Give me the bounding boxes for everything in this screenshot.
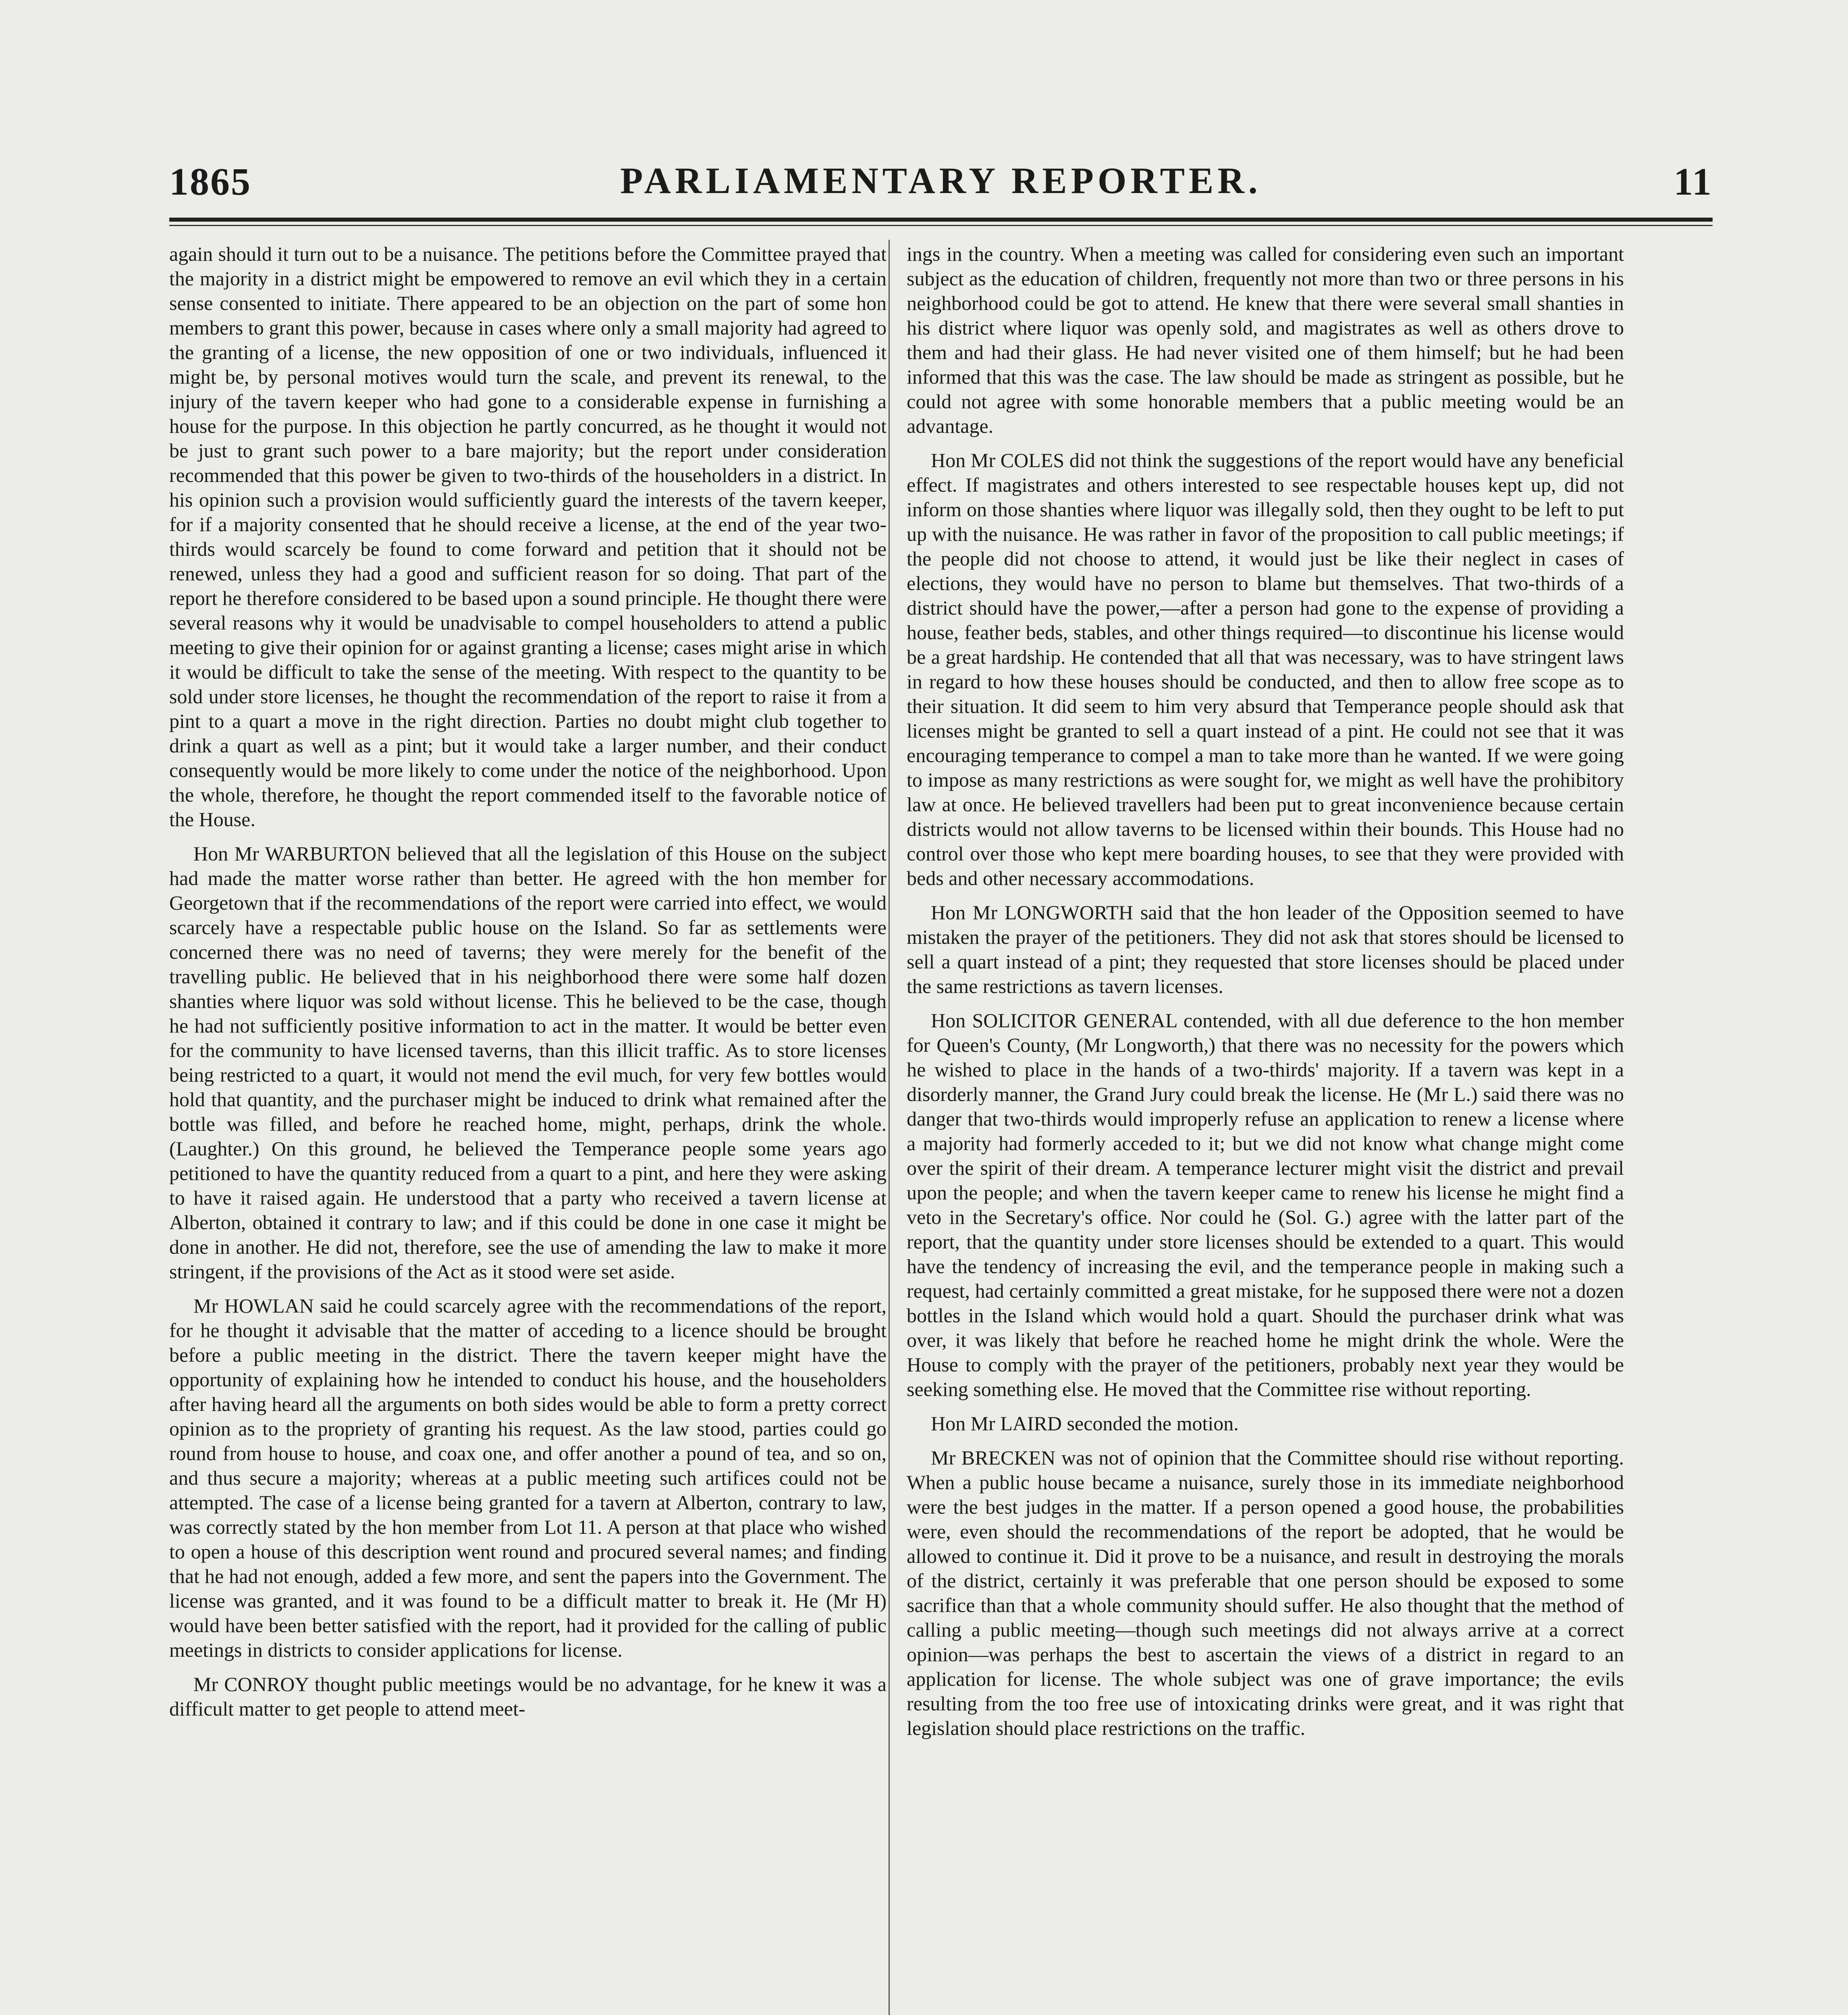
paragraph: ings in the country. When a meeting was called for considering even such an important subject as the education of children, frequently not more than two or three persons in his neighborhood could be got to attend. He knew that there were several small shanties in his district where liquor was openly sold, and magistrates as well as others drove to them and had their glass. He had never visited one of them himself; but he had been informed that this was the case. The law should be made as stringent as possible, but he could not agree with some honorable members that a public meeting would be an advantage. <box>907 243 1624 437</box>
left-column <box>169 242 887 2015</box>
paragraph: Mr BRECKEN was not of opinion that the Committee should rise without reporting. When a public house became a nuisance, surely those in its immediate neighborhood were the best judges in the matter. If a person opened a good house, the probabilities were, even should the recommendations of the report be adopted, that he would be allowed to continue it. Did it prove to be a nuisance, and result in destroying the morals of the district, certainly it was preferable that one person should be exposed to some sacrifice than that a whole community should suffer. He also thought that the method of calling a public meeting—though such meetings did not always arrive at a correct opinion—was perhaps the best to ascertain the views of a district in regard to an application for license. The whole subject was one of grave importance; the evils resulting from the too free use of intoxicating drinks were great, and it was right that legislation should place restrictions on the traffic. <box>907 1446 1624 1739</box>
right-column <box>907 242 1624 2015</box>
paragraph: Hon SOLICITOR GENERAL contended, with all due deference to the hon member for Queen's County, (Mr Longworth,) that there was no necessity for the powers which he wished to place in the hands of a two-thirds' majority. If a tavern was kept in a disorderly manner, the Grand Jury could break the license. He (Mr L.) said there was no danger that two-thirds would improperly refuse an application to renew a license where a majority had formerly acceded to it; but we did not know what change might come over the spirit of their dream. A temperance lecturer might visit the district and prevail upon the people; and when the tavern keeper came to renew his license he might find a veto in the Secretary's office. Nor could he (Sol. G.) agree with the latter part of the report, that the quantity under store licenses should be extended to a quart. This would have the tendency of increasing the evil, and the temperance people in making such a request, had certainly committed a great mistake, for he supposed there were not a dozen bottles in the Island which would hold a quart. Should the purchaser drink what was over, it was likely that before he reached home he might drink the whole. Were the House to comply with the prayer of the petitioners, probably next year they would be seeking something else. He moved that the Committee rise without reporting. <box>907 1009 1624 1400</box>
paragraph: again should it turn out to be a nuisance. The petitions before the Committee prayed that the majority in a district might be empowered to remove an evil which they in a certain sense consented to initiate. There appeared to be an objection on the part of some hon members to grant this power, because in cases where only a small majority had agreed to the granting of a license, the new opposition of one or two individuals, influenced it might be, by personal motives would turn the scale, and prevent its renewal, to the injury of the tavern keeper who had gone to a considerable expense in furnishing a house for the purpose. In this objection he partly concurred, as he thought it would not be just to grant such power to a bare majority; but the report under consideration recommended that this power be given to two-thirds of the householders in a district. In his opinion such a provision would sufficiently guard the interests of the tavern keeper, for if a majority consented that he should receive a license, at the end of the year two-thirds would scarcely be found to come forward and petition that it should not be renewed, unless they had a good and sufficient reason for so doing. That part of the report he therefore considered to be based upon a sound principle. He thought there were several reasons why it would be unadvisable to compel householders to attend a public meeting to give their opinion for or against granting a license; cases might arise in which it would be difficult to take the sense of the meeting. With respect to the quantity to be sold under store licenses, he thought the recommendation of the report to raise it from a pint to a quart a move in the right direction. Parties no doubt might club together to drink a quart as well as a pint; but it would take a larger number, and their conduct consequently would be more likely to come under the notice of the neighborhood. Upon the whole, therefore, he thought the report commended itself to the favorable notice of the House. <box>169 243 887 831</box>
paragraph: Mr CONROY thought public meetings would be no advantage, for he knew it was a difficult matter to get people to attend meet- <box>169 1673 887 1720</box>
page-header <box>169 159 1713 204</box>
column-divider <box>889 240 890 2015</box>
header-page-number: 11 <box>1674 160 1713 203</box>
paragraph: Hon Mr LAIRD seconded the motion. <box>931 1412 1239 1435</box>
header-rule-thin <box>169 225 1713 226</box>
header-year: 1865 <box>169 160 251 203</box>
header-title: PARLIAMENTARY REPORTER. <box>620 160 1262 201</box>
paragraph: Hon Mr COLES did not think the suggestions of the report would have any beneficial effect. If magistrates and others interested to see respectable houses kept up, did not inform on those shanties where liquor was illegally sold, then they ought to be left to put up with the nuisance. He was rather in favor of the proposition to call public meetings; if the people did not choose to attend, it would just be like their neglect in cases of elections, they would have no person to blame but themselves. That two-thirds of a district should have the power,—after a person had gone to the expense of providing a house, feather beds, stables, and other things required—to discontinue his license would be a great hardship. He contended that all that was necessary, was to have stringent laws in regard to how these houses should be conducted, and then to allow free scope as to their situation. It did seem to him very absurd that Temperance people should ask that licenses might be granted to sell a quart instead of a pint. He could not see that it was encouraging temperance to compel a man to take more than he wanted. If we were going to impose as many restrictions as were sought for, we might as well have the prohibitory law at once. He believed travellers had been put to great inconvenience because certain districts would not allow taverns to be licensed within their bounds. This House had no control over those who kept mere boarding houses, to see that they were provided with beds and other necessary accommodations. <box>907 449 1624 889</box>
paragraph: Mr HOWLAN said he could scarcely agree with the recommendations of the report, for he thought it advisable that the matter of acceding to a licence should be brought before a public meeting in the district. There the tavern keeper might have the opportunity of explaining how he intended to conduct his house, and the householders after having heard all the arguments on both sides would be able to form a pretty correct opinion as to the propriety of granting his request. As the law stood, parties could go round from house to house, and coax one, and offer another a pound of tea, and so on, and thus secure a majority; whereas at a public meeting such artifices could not be attempted. The case of a license being granted for a tavern at Alberton, contrary to law, was correctly stated by the hon member from Lot 11. A person at that place who wished to open a house of this description went round and procured several names; and finding that he had not enough, added a few more, and sent the papers into the Government. The license was granted, and it was found to be a difficult matter to break it. He (Mr H) would have been better satisfied with the report, had it provided for the calling of public meetings in districts to consider applications for license. <box>169 1294 887 1661</box>
paragraph: Hon Mr LONGWORTH said that the hon leader of the Opposition seemed to have mistaken the prayer of the petitioners. They did not ask that stores should be licensed to sell a quart instead of a pint; they requested that store licenses should be placed under the same restrictions as tavern licenses. <box>907 901 1624 997</box>
header-rule <box>169 218 1713 222</box>
paragraph: Hon Mr WARBURTON believed that all the legislation of this House on the subject had made the matter worse rather than better. He agreed with the hon member for Georgetown that if the recommendations of the report were carried into effect, we would scarcely have a respectable public house on the Island. So far as settlements were concerned there was no need of taverns; they were merely for the benefit of the travelling public. He believed that in his neighborhood there were some half dozen shanties where liquor was sold without license. This he believed to be the case, though he had not sufficiently positive information to act in the matter. It would be better even for the community to have licensed taverns, than this illicit traffic. As to store licenses being restricted to a quart, it would not mend the evil much, for very few bottles would hold that quantity, and the purchaser might be induced to drink what remained after the bottle was filled, and before he reached home, might, perhaps, drink the whole. (Laughter.) On this ground, he believed the Temperance people some years ago petitioned to have the quantity reduced from a quart to a pint, and here they were asking to have it raised again. He understood that a party who received a tavern license at Alberton, obtained it contrary to law; and if this could be done in one case it might be done in another. He did not, therefore, see the use of amending the law to make it more stringent, if the provisions of the Act as it stood were set aside. <box>169 842 887 1283</box>
